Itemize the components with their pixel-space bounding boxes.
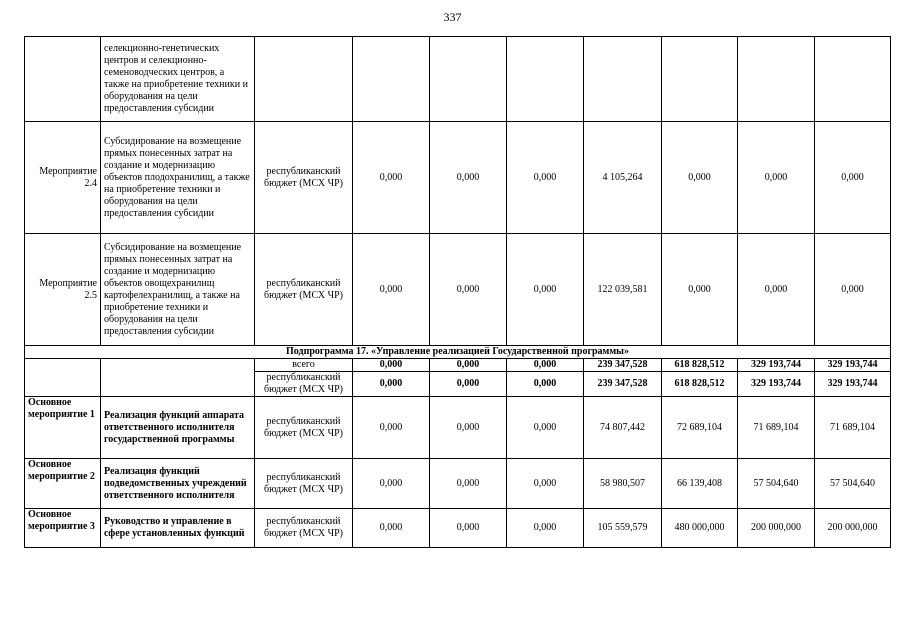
row-label — [25, 37, 101, 122]
funding-source: республиканский бюджет (МСХ ЧР) — [255, 397, 353, 459]
value-cell: 0,000 — [507, 372, 584, 397]
value-cell — [430, 37, 507, 122]
value-cell — [738, 37, 815, 122]
table-row — [25, 459, 891, 509]
value-cell: 0,000 — [353, 372, 430, 397]
row-description: селекционно-генетических центров и селекционно-семеноводческих центров, а также на приобретение техники и оборудования на цели предоставления субсидии — [101, 37, 255, 122]
subprogram-header-row — [25, 346, 891, 359]
empty-cell — [101, 359, 255, 397]
value-cell: 57 504,640 — [738, 459, 815, 509]
value-cell: 329 193,744 — [738, 359, 815, 372]
value-cell: 0,000 — [507, 122, 584, 234]
value-cell: 0,000 — [738, 234, 815, 346]
funding-source: республиканский бюджет (МСХ ЧР) — [255, 509, 353, 548]
empty-cell — [25, 359, 101, 397]
subprogram-title: Подпрограмма 17. «Управление реализацией Государственной программы» — [25, 346, 891, 359]
value-cell — [507, 37, 584, 122]
value-cell: 0,000 — [662, 122, 738, 234]
value-cell: 105 559,579 — [584, 509, 662, 548]
funding-source: республиканский бюджет (МСХ ЧР) — [255, 122, 353, 234]
value-cell: 0,000 — [507, 509, 584, 548]
value-cell: 71 689,104 — [815, 397, 891, 459]
row-description: Реализация функций подведомственных учреждений ответственного исполнителя — [101, 459, 255, 509]
funding-source: республиканский бюджет (МСХ ЧР) — [255, 372, 353, 397]
value-cell: 0,000 — [353, 509, 430, 548]
value-cell: 66 139,408 — [662, 459, 738, 509]
value-cell: 0,000 — [353, 359, 430, 372]
value-cell: 0,000 — [353, 397, 430, 459]
value-cell: 0,000 — [662, 234, 738, 346]
value-cell: 618 828,512 — [662, 359, 738, 372]
value-cell: 0,000 — [507, 397, 584, 459]
value-cell — [815, 37, 891, 122]
value-cell: 0,000 — [815, 234, 891, 346]
value-cell: 0,000 — [815, 122, 891, 234]
funding-source — [255, 37, 353, 122]
value-cell: 329 193,744 — [738, 372, 815, 397]
row-label: Мероприятие 2.4 — [25, 122, 101, 234]
value-cell: 71 689,104 — [738, 397, 815, 459]
funding-source: республиканский бюджет (МСХ ЧР) — [255, 234, 353, 346]
value-cell — [353, 37, 430, 122]
budget-table — [24, 36, 891, 548]
row-description: Реализация функций аппарата ответственного исполнителя государственной программы — [101, 397, 255, 459]
row-description: Субсидирование на возмещение прямых понесенных затрат на создание и модернизацию объектов овощехранилищ картофелехранилищ, а также на приобретение техники и оборудования на цели предоставления субсидии — [101, 234, 255, 346]
row-label: Основное мероприятие 3 — [25, 509, 101, 548]
value-cell: 72 689,104 — [662, 397, 738, 459]
value-cell: 0,000 — [430, 359, 507, 372]
total-row — [25, 359, 891, 372]
table-row — [25, 509, 891, 548]
value-cell: 0,000 — [507, 359, 584, 372]
value-cell — [584, 37, 662, 122]
value-cell: 57 504,640 — [815, 459, 891, 509]
page-number: 337 — [443, 10, 462, 24]
value-cell: 0,000 — [430, 234, 507, 346]
value-cell: 200 000,000 — [738, 509, 815, 548]
row-description: Субсидирование на возмещение прямых понесенных затрат на создание и модернизацию объектов плодохранилищ, а также на приобретение техники и оборудования на цели предоставления субсидии — [101, 122, 255, 234]
value-cell: 0,000 — [430, 372, 507, 397]
value-cell: 4 105,264 — [584, 122, 662, 234]
funding-source: республиканский бюджет (МСХ ЧР) — [255, 459, 353, 509]
value-cell: 58 980,507 — [584, 459, 662, 509]
table-row — [25, 37, 891, 122]
row-description: Руководство и управление в сфере установленных функций — [101, 509, 255, 548]
value-cell: 480 000,000 — [662, 509, 738, 548]
table-row — [25, 122, 891, 234]
value-cell — [662, 37, 738, 122]
value-cell: 329 193,744 — [815, 359, 891, 372]
value-cell: 0,000 — [353, 122, 430, 234]
row-label: Основное мероприятие 1 — [25, 397, 101, 459]
funding-source: всего — [255, 359, 353, 372]
value-cell: 0,000 — [507, 459, 584, 509]
value-cell: 329 193,744 — [815, 372, 891, 397]
value-cell: 618 828,512 — [662, 372, 738, 397]
table-row — [25, 234, 891, 346]
value-cell: 0,000 — [430, 509, 507, 548]
row-label: Мероприятие 2.5 — [25, 234, 101, 346]
value-cell: 74 807,442 — [584, 397, 662, 459]
value-cell: 0,000 — [430, 122, 507, 234]
row-label: Основное мероприятие 2 — [25, 459, 101, 509]
value-cell: 0,000 — [738, 122, 815, 234]
value-cell: 200 000,000 — [815, 509, 891, 548]
value-cell: 239 347,528 — [584, 359, 662, 372]
value-cell: 0,000 — [353, 234, 430, 346]
value-cell: 0,000 — [430, 459, 507, 509]
table-row — [25, 397, 891, 459]
value-cell: 0,000 — [507, 234, 584, 346]
value-cell: 239 347,528 — [584, 372, 662, 397]
value-cell: 0,000 — [430, 397, 507, 459]
value-cell: 0,000 — [353, 459, 430, 509]
value-cell: 122 039,581 — [584, 234, 662, 346]
